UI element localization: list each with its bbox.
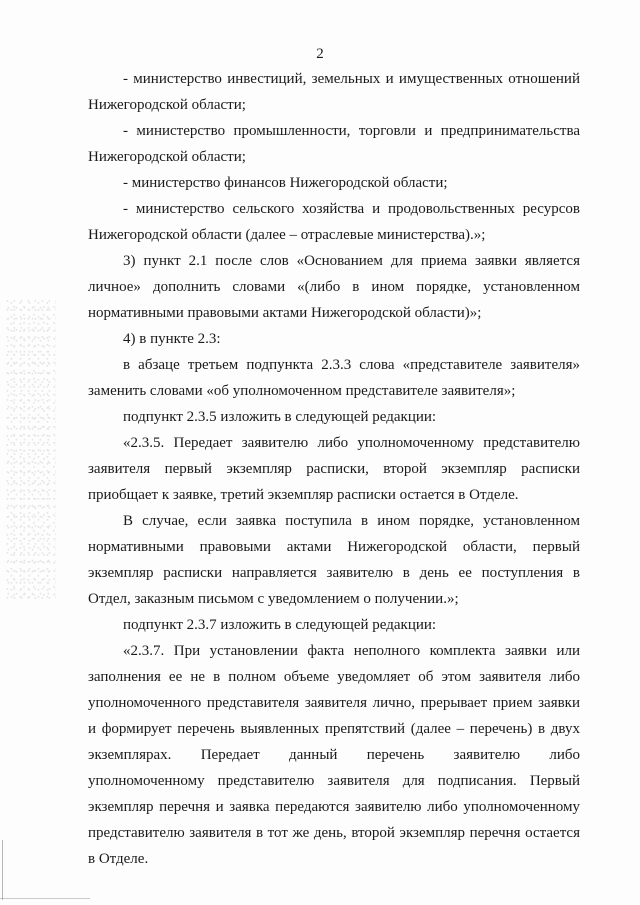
scan-noise [6, 300, 56, 600]
text-line: уполномоченному представителю заявителя для подписания. Первый [88, 773, 580, 789]
text-line: экземплярах. Передает данный перечень заявителю либо [88, 747, 580, 763]
text-line: в абзаце третьем подпункта 2.3.3 слова «представителе заявителя» [123, 357, 580, 373]
text-line: «2.3.7. При установлении факта неполного комплекта заявки или [123, 643, 580, 659]
text-line: - министерство финансов Нижегородской области; [123, 175, 448, 191]
text-line: нормативными правовыми актами Нижегородской области, первый [88, 539, 580, 555]
text-line: Отдел, заказным письмом с уведомлением о получении.»; [88, 591, 459, 607]
text-line: экземпляр расписки направляется заявителю в день ее поступления в [88, 565, 580, 581]
scan-edge-line [2, 840, 3, 900]
text-line: представителю заявителя в тот же день, второй экземпляр перечня остается [88, 825, 580, 841]
page-number: 2 [316, 46, 324, 62]
text-line: - министерство инвестиций, земельных и имущественных отношений [123, 71, 580, 87]
text-line: «2.3.5. Передает заявителю либо уполномоченному представителю [123, 435, 580, 451]
text-line: В случае, если заявка поступила в ином порядке, установленном [123, 513, 580, 529]
scan-bottom-line [0, 898, 90, 899]
text-line: в Отделе. [88, 851, 149, 867]
text-line: личное» дополнить словами «(либо в ином порядке, установленном [88, 279, 580, 295]
text-line: подпункт 2.3.7 изложить в следующей редакции: [123, 617, 437, 633]
text-line: экземпляр перечня и заявка передаются заявителю либо уполномоченному [88, 799, 580, 815]
text-line: Нижегородской области; [88, 149, 246, 165]
text-line: приобщает к заявке, третий экземпляр расписки остается в Отделе. [88, 487, 519, 503]
text-line: 3) пункт 2.1 после слов «Основанием для приема заявки является [123, 253, 580, 269]
text-line: 4) в пункте 2.3: [123, 331, 221, 347]
text-line: - министерство сельского хозяйства и продовольственных ресурсов [123, 201, 580, 217]
text-line: уполномоченного представителя заявителя лично, прерывает прием заявки [88, 695, 580, 711]
text-line: и формирует перечень выявленных препятствий (далее – перечень) в двух [88, 721, 580, 737]
text-line: подпункт 2.3.5 изложить в следующей редакции: [123, 409, 437, 425]
text-line: нормативными правовыми актами Нижегородской области)»; [88, 305, 482, 321]
text-line: Нижегородской области; [88, 97, 246, 113]
text-line: заполнения ее не в полном объеме уведомляет об этом заявителя либо [88, 669, 580, 685]
text-line: заявителя первый экземпляр расписки, второй экземпляр расписки [88, 461, 580, 477]
text-line: - министерство промышленности, торговли и предпринимательства [123, 123, 580, 139]
text-line: заменить словами «об уполномоченном представителе заявителя»; [88, 383, 516, 399]
text-line: Нижегородской области (далее – отраслевые министерства).»; [88, 227, 486, 243]
